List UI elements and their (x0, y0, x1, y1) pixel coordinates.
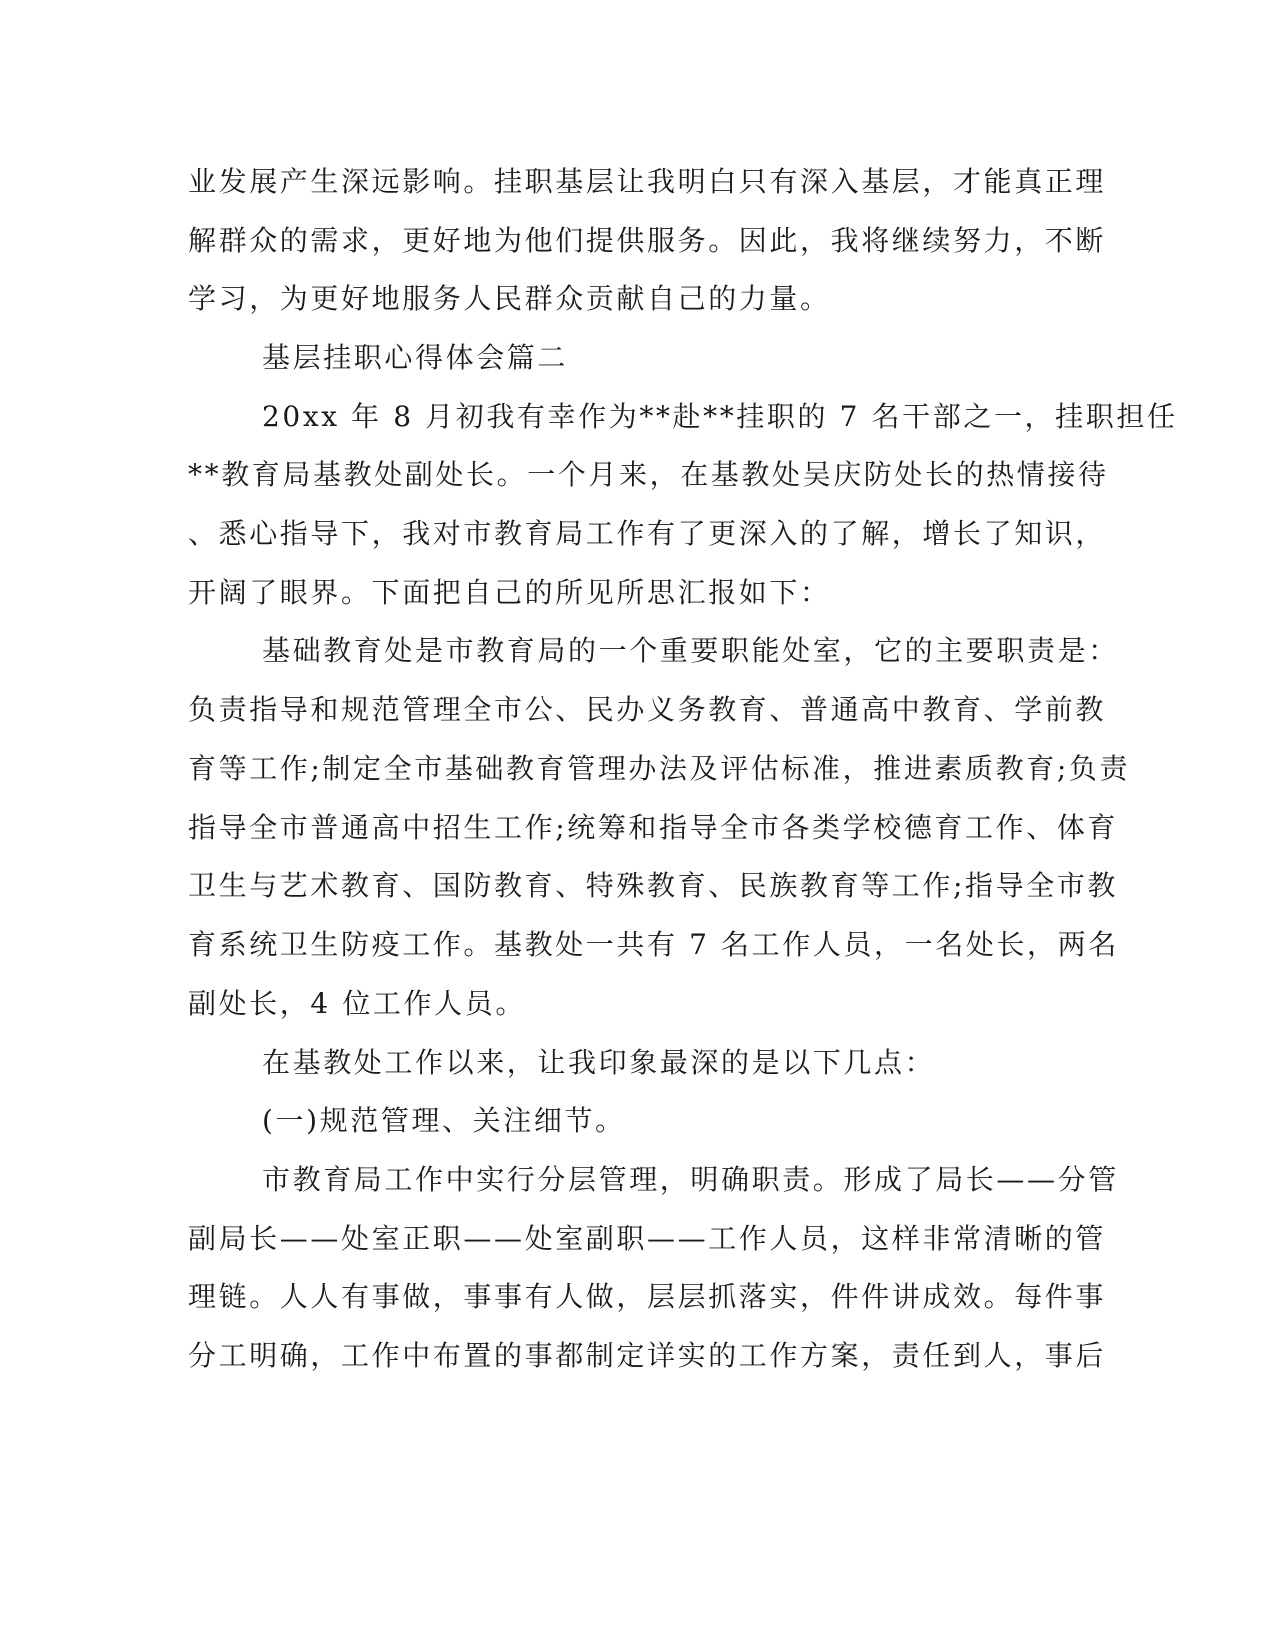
text-line: 学习，为更好地服务人民群众贡献自己的力量。 (188, 282, 831, 315)
text-line: 分工明确，工作中布置的事都制定详实的工作方案，责任到人，事后 (188, 1339, 1107, 1372)
text-line: **教育局基教处副处长。一个月来，在基教处吴庆防处长的热情接待 (188, 458, 1109, 491)
text-line: 负责指导和规范管理全市公、民办义务教育、普通高中教育、学前教 (188, 693, 1107, 726)
subsection-heading: (一)规范管理、关注细节。 (262, 1104, 626, 1137)
text-line: 在基教处工作以来，让我印象最深的是以下几点： (262, 1046, 936, 1079)
text-line: 市教育局工作中实行分层管理，明确职责。形成了局长——分管 (262, 1163, 1119, 1196)
text-line: 育等工作;制定全市基础教育管理办法及评估标准，推进素质教育;负责 (188, 752, 1131, 785)
text-line: 、悉心指导下，我对市教育局工作有了更深入的了解，增长了知识， (188, 517, 1107, 550)
text-line: 开阔了眼界。下面把自己的所见所思汇报如下： (188, 576, 831, 609)
text-line: 业发展产生深远影响。挂职基层让我明白只有深入基层，才能真正理 (188, 165, 1107, 198)
text-line: 指导全市普通高中招生工作;统筹和指导全市各类学校德育工作、体育 (188, 811, 1119, 844)
text-line: 20xx 年 8 月初我有幸作为**赴**挂职的 7 名干部之一，挂职担任 (262, 400, 1178, 433)
text-line: 卫生与艺术教育、国防教育、特殊教育、民族教育等工作;指导全市教 (188, 869, 1119, 902)
text-line: 育系统卫生防疫工作。基教处一共有 7 名工作人员，一名处长，两名 (188, 928, 1119, 961)
text-line: 理链。人人有事做，事事有人做，层层抓落实，件件讲成效。每件事 (188, 1280, 1107, 1313)
section-heading: 基层挂职心得体会篇二 (262, 341, 569, 374)
text-line: 解群众的需求，更好地为他们提供服务。因此，我将继续努力，不断 (188, 224, 1107, 257)
text-line: 基础教育处是市教育局的一个重要职能处室，它的主要职责是： (262, 634, 1119, 667)
text-line: 副局长——处室正职——处室副职——工作人员，这样非常清晰的管 (188, 1222, 1107, 1255)
text-line: 副处长，4 位工作人员。 (188, 987, 526, 1020)
